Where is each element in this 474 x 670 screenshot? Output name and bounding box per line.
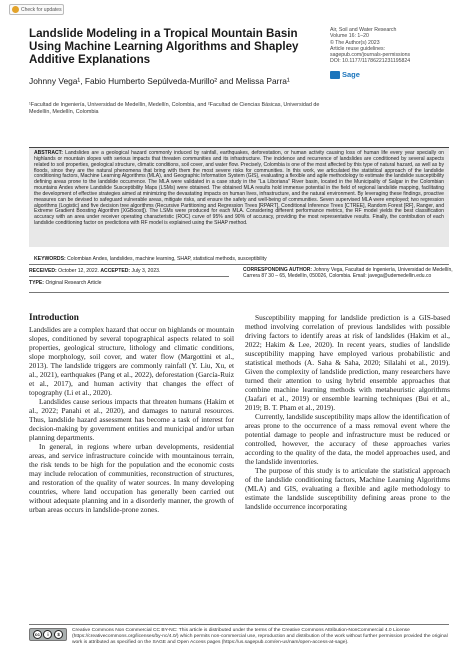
cc-license-badge[interactable] — [29, 628, 67, 641]
article-type — [29, 280, 229, 286]
article-dates — [29, 268, 160, 274]
by-icon: i — [43, 630, 52, 639]
author-list: Johnny Vega¹, Fabio Humberto Sepúlveda-Murillo² and Melissa Parra¹ — [29, 76, 290, 86]
paragraph: Currently, landslide susceptibility maps allow the identification of areas prone to the occurrence of a mass removal event where the potential damage to people and infrastructure must be reduced or controlled, however, the accuracy of these approaches varies according to the quality of the data, the model approaches used, and the landslide inventories. — [245, 412, 450, 466]
reuse-guidelines: Article reuse guidelines: — [330, 45, 386, 52]
divider-footer — [29, 624, 449, 625]
section-heading-introduction: Introduction — [29, 312, 79, 322]
divider-top — [29, 264, 449, 265]
body-right-column — [245, 313, 450, 511]
keywords-label: KEYWORDS: — [34, 256, 66, 262]
type-label: TYPE: — [29, 280, 45, 286]
license-footer — [29, 628, 459, 646]
abstract-label: ABSTRACT: — [34, 150, 63, 156]
check-for-updates-label: Check for updates — [21, 6, 62, 13]
nc-icon: $ — [54, 630, 63, 639]
abstract-box — [29, 147, 449, 247]
permissions-link[interactable]: sagepub.com/journals-permissions — [330, 52, 411, 59]
corresponding-text: Johnny Vega, Facultad de Ingeniería, Universidad de Medellín, Carrera 87 30 – 65, Medellín, 050026, Colombia. Email: javega@udemedellin.edu.co — [243, 267, 453, 279]
accepted-date: July 3, 2023. — [131, 268, 161, 274]
paragraph: The purpose of this study is to articulate the statistical approach of the landslide conditioning factors, Machine Learning Algorithms (MLA) and GIS, evaluating a flexible and agile methodology to estimate the landslide susceptibility defining areas prone to the landslide occurrence incorporating — [245, 466, 450, 511]
paragraph: Landslides cause serious impacts that threaten humans (Hakim et al., 2022; Panahi et al., 2020), and damages to natural resources. Thus, landslide hazard assessment has become a task of interest for decision-making by government entities and municipal and/or urban planning departments. — [29, 397, 234, 442]
corresponding-label: CORRESPONDING AUTHOR: — [243, 267, 312, 273]
check-for-updates-badge[interactable] — [9, 4, 64, 15]
sage-wordmark: Sage — [342, 70, 360, 79]
abstract-text: Landslides are a geological hazard commonly induced by rainfall, earthquakes, deforestation, or human activity causing loss of human life every year specially on highlands or mountain slopes with serious impacts that threaten communities and its infrastructure. The incidence and recurrence of landslides are conditioned by several aspects related to soil properties, geological structure, climatic conditions, soil cover, and water flow. Precisely, Colombia is one of the most affected by this type of natural hazard, as well as by floods, since they are the natural phenomena that bring with them the most severe risks for communities. In this work, we articulated the statistical approach of the landslide conditioning factors, Machine Learning Algorithms (MLA), and Geographic Information System (GIS), evaluating a flexible and agile methodology to estimate the landslide susceptibility defining areas prone to the landslide occurrence. The MLA were validated in a case study in the “La Liboriana” River basin, located in the Municipality of Salgar in the Colombian mountains Andes where Landslide Susceptibility Maps (LSMs) were obtained. The obtained MLA results hold immense potential in the field of regional landslide mapping, facilitating the development of effective strategies aimed at minimizing the devastating impacts on human lives, infrastructure, and the natural environment. By leveraging these findings, proactive measures can be devised to safeguard vulnerable areas, mitigate risks, and ensure the safety and well-being of communities. Seven supervised MLA were employed; two regression algorithms (Logistic) and five decision tree algorithms (Recursive Partitioning and Regression Trees [RPART], Conditional Inference Trees [CTREE], Random Forest [RF], Ranger, and Extreme Gradient Boosting Algorithm [XGBoost]). The LSMs were produced for each MLA. Considering different performance metrics, the RF model yields the best classification accuracy with an area under receiver operating characteristic (ROC) curve of 95% and 90% of accuracy, providing the most representative results. Finally, the contribution of each landslide conditioning factor on predictions with RF model is explained using the SHAP method. — [34, 150, 444, 227]
paragraph: Susceptibility mapping for landslide prediction is a GIS-based method involving correlation of previous landslides with possible driving factors to identify areas at risk of landslides (Hakim et al., 2022; Hakim & Lee, 2020). In recent years, studies of landslide susceptibility mapping have employed various probabilistic and statistical methods (A. Saha & Saha, 2020; Silalahi et al., 2019). Given the complexity of landslide prediction, many researchers have turned their attention to using hybrid ensemble approaches that combine machine learning methods with metaheuristic algorithms (Jaafari et al., 2019) or ensemble learning techniques (Bui et al., 2019; B. T. Pham et al., 2019). — [245, 313, 450, 412]
article-doi[interactable]: DOI: 10.1177/11786221231195824 — [330, 58, 411, 65]
body-left-column — [29, 313, 234, 514]
cc-icon: cc — [34, 632, 40, 637]
keywords-text: Colombian Andes, landslides, machine learning, SHAP, statistical methods, susceptibility — [67, 256, 267, 262]
paragraph: Landslides are a complex hazard that occur on highlands or mountain slopes, conditioned by several topographical aspects related to soil properties, geological structure, lithology and climatic conditions, slope morphology, soil cover, and water flow (Margottini et al., 2013). The landslide triggers are commonly rainfall (Y. Liu, Xu, et al., 2021), earthquakes (Pang et al., 2022), deforestation (García-Ruiz et al., 2017), and human activity that changes the effect of topography (Li et al., 2020). — [29, 325, 234, 397]
type-value: Original Research Article — [45, 280, 102, 286]
journal-volume: Volume 16: 1–20 — [330, 33, 369, 40]
journal-name: Air, Soil and Water Research — [330, 27, 397, 33]
sage-logo-icon — [330, 71, 340, 79]
article-title: Landslide Modeling in a Tropical Mountain Basin Using Machine Learning Algorithms and Shapley Additive Explanations — [29, 27, 299, 66]
journal-meta — [330, 27, 460, 65]
accepted-label: ACCEPTED: — [100, 268, 131, 274]
keywords — [34, 256, 444, 262]
license-text: Creative Commons Non Commercial CC BY-NC: This article is distributed under the terms of the Creative Commons Attribution-NonCommercial 4.0 License (https://creativecommons.org/licenses/by-nc/4.0/) which permits non-commercial use, reproduction and distribution of the work without further permission provided the original work is attributed as specified on the SAGE and Open Access pages (https://us.sagepub.com/en-us/nam/open-access-at-sage). — [72, 628, 448, 645]
received-label: RECEIVED: — [29, 268, 57, 274]
divider-mid — [29, 276, 229, 277]
affiliations: ¹Facultad de Ingeniería, Universidad de Medellín, Medellín, Colombia, and ²Facultad de Ciencias Básicas, Universidad de Medellín, Medellín, Colombia — [29, 102, 320, 115]
paragraph: In general, in regions where urban developments, residential areas, and service infrastructure coincide with mountainous terrain, the risk tends to be high for the population and the economic costs may include relocation of communities, reconstruction of structures, and restoration of the quality of water sources. In many developing countries, where land occupation has generally been carried out without adequate planning and in a disorderly manner, the growth of urban areas occurs in landslide-prone zones. — [29, 442, 234, 514]
corresponding-author — [243, 268, 453, 280]
divider-bottom — [29, 292, 449, 293]
journal-copyright: © The Author(s) 2023 — [330, 39, 380, 46]
update-check-icon — [12, 6, 19, 13]
received-date: October 12, 2022. — [58, 268, 99, 274]
sage-logo — [330, 70, 360, 79]
